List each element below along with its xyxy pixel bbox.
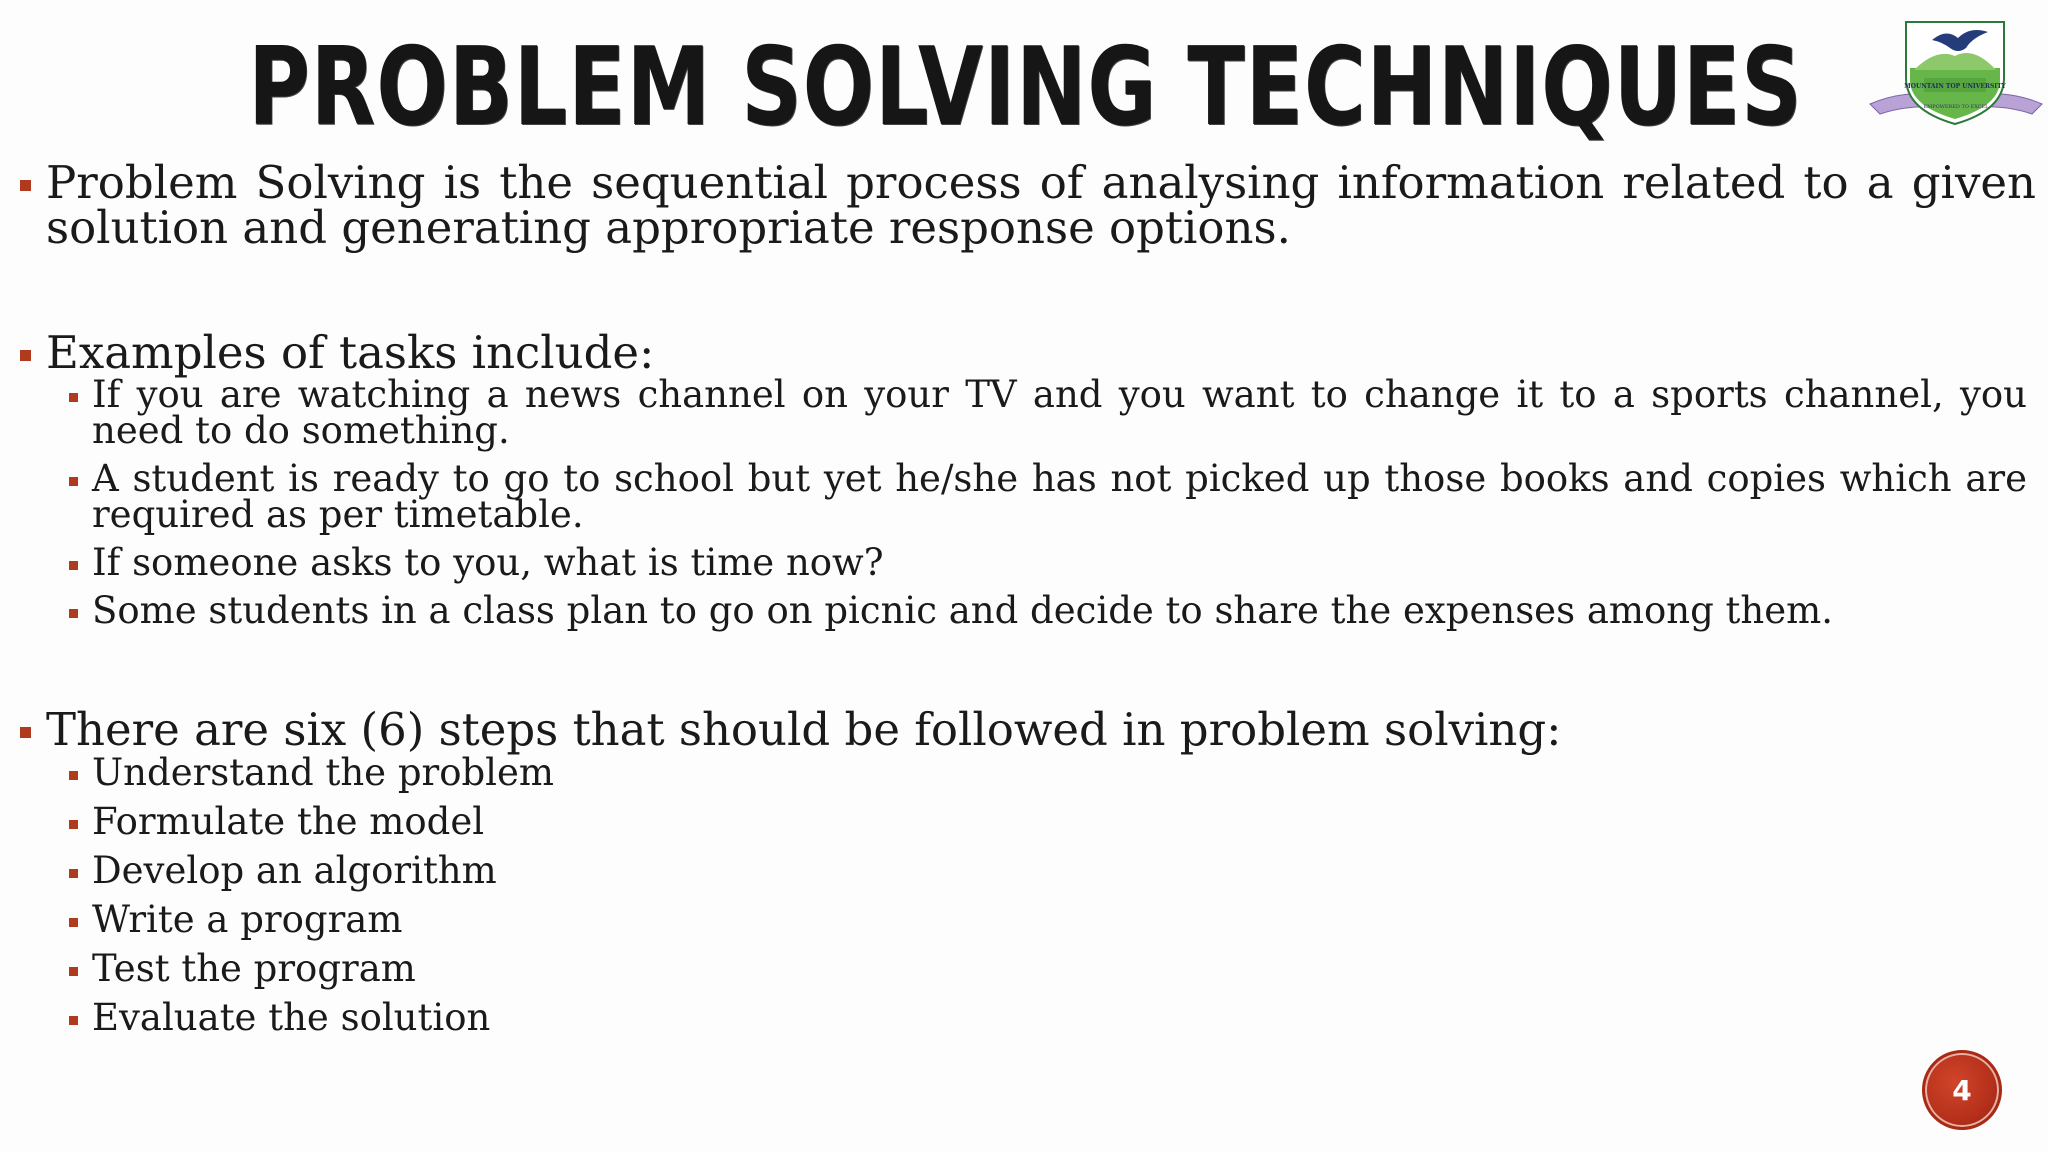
square-bullet-icon bbox=[69, 771, 78, 780]
definition-text: Problem Solving is the sequential process of analysing information related to a given solution and generating appropriate response options. bbox=[46, 156, 2036, 254]
square-bullet-icon bbox=[69, 918, 78, 927]
university-crest-icon bbox=[1866, 18, 2046, 130]
slide-content bbox=[16, 156, 2036, 1039]
list-item bbox=[92, 800, 2016, 843]
square-bullet-icon bbox=[69, 1016, 78, 1025]
step-text: Evaluate the solution bbox=[92, 996, 491, 1039]
square-bullet-icon bbox=[20, 180, 31, 191]
examples-heading-bullet bbox=[16, 326, 2016, 379]
step-text: Understand the problem bbox=[92, 751, 554, 794]
list-item bbox=[92, 457, 2048, 536]
step-text: Test the program bbox=[92, 947, 416, 990]
square-bullet-icon bbox=[69, 561, 78, 570]
square-bullet-icon bbox=[69, 869, 78, 878]
list-item bbox=[92, 849, 2016, 892]
step-text: Formulate the model bbox=[92, 800, 485, 843]
list-item bbox=[92, 589, 2016, 632]
list-item bbox=[92, 373, 2048, 452]
example-text: Some students in a class plan to go on picnic and decide to share the expenses among them. bbox=[92, 589, 1833, 632]
square-bullet-icon bbox=[20, 727, 31, 738]
list-item bbox=[92, 898, 2016, 941]
step-text: Write a program bbox=[92, 898, 403, 941]
example-text: If someone asks to you, what is time now? bbox=[92, 541, 884, 584]
example-text: A student is ready to go to school but yet he/she has not picked up those books and copies which are required as per timetable. bbox=[92, 457, 2027, 536]
page-number-badge: 4 bbox=[1922, 1050, 2002, 1130]
steps-heading: There are six (6) steps that should be followed in problem solving: bbox=[46, 703, 1562, 756]
steps-heading-bullet bbox=[16, 703, 2016, 756]
list-item bbox=[92, 541, 2016, 584]
square-bullet-icon bbox=[69, 477, 78, 486]
square-bullet-icon bbox=[69, 967, 78, 976]
square-bullet-icon bbox=[69, 820, 78, 829]
list-item bbox=[92, 751, 2016, 794]
list-item bbox=[92, 947, 2016, 990]
list-item bbox=[92, 996, 2016, 1039]
steps-list bbox=[16, 751, 2016, 1039]
step-text: Develop an algorithm bbox=[92, 849, 497, 892]
definition-bullet bbox=[16, 156, 2036, 254]
examples-list bbox=[16, 373, 2027, 632]
square-bullet-icon bbox=[69, 393, 78, 402]
slide-title: PROBLEM SOLVING TECHNIQUES bbox=[248, 25, 1803, 150]
example-text: If you are watching a news channel on your TV and you want to change it to a sports channel, you need to do something. bbox=[92, 373, 2027, 452]
square-bullet-icon bbox=[69, 609, 78, 618]
examples-heading: Examples of tasks include: bbox=[46, 326, 655, 379]
logo-name: MOUNTAIN TOP UNIVERSITY bbox=[1904, 83, 2006, 90]
logo-motto: EMPOWERED TO EXCEL bbox=[1923, 104, 1989, 110]
square-bullet-icon bbox=[20, 350, 31, 361]
